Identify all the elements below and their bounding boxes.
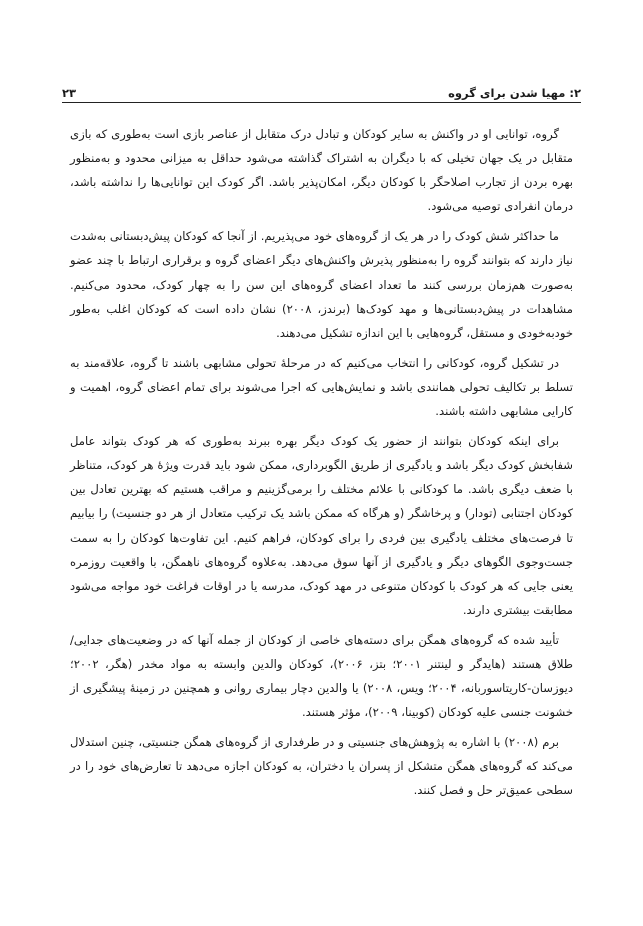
paragraph: گروه، توانایی او در واکنش به سایر کودکان و تبادل درک متقابل از عناصر بازی است به‌طوری که بازی متقابل در یک جهان تخیلی که با دیگران به اشتراک گذاشته می‌شود حداقل به میزانی محدود و به‌منظور بهره بردن از تجارب اصلاحگر با کودکان دیگر، امکان‌پذیر باشد. اگر کودک این توانایی‌ها را نداشته باشد، درمان انفرادی توصیه می‌شود. <box>70 127 573 214</box>
paragraph: ما حداکثر شش کودک را در هر یک از گروه‌های خود می‌پذیریم. از آنجا که کودکان پیش‌دبستانی به‌شدت نیاز دارند که بتوانند گروه را به‌منظور پذیرش واکنش‌های دیگر اعضای گروه و برقراری ارتباط با چند عضو به‌صورت هم‌زمان بررسی کنند ما تعداد اعضای گروه‌های این سن را به چهار کودک، محدود می‌کنیم. مشاهدات در پیش‌دبستانی‌ها و مهد کودک‌ها (برندز، ۲۰۰۸) نشان داده است که کودکان اغلب به‌طور خودبه‌خودی و مستقل، گروه‌هایی با این اندازه تشکیل می‌دهند. <box>70 229 573 340</box>
paragraph: در تشکیل گروه، کودکانی را انتخاب می‌کنیم که در مرحلهٔ تحولی مشابهی باشند تا گروه، علاقه‌مند به تسلط بر تکالیف تحولی همانندی باشد و نمایش‌هایی که اجرا می‌شوند برای تمام اعضای گروه، اهمیت و کارایی مشابهی داشته باشند. <box>70 355 573 419</box>
paragraph: برم (۲۰۰۸) با اشاره به پژوهش‌های جنسیتی و در طرفداری از گروه‌های همگن جنسیتی، چنین استدلال می‌کند که گروه‌های همگن متشکل از پسران یا دختران، به کودکان اجازه می‌دهد تا تعارض‌های خود را در سطحی عمیق‌تر حل و فصل کنند. <box>70 735 573 798</box>
paragraph: برای اینکه کودکان بتوانند از حضور یک کودک دیگر بهره ببرند به‌طوری که هر کودک بتواند عامل شفابخش کودک دیگر باشد و یادگیری از طریق الگوبرداری، ممکن شود باید قدرت ویژهٔ هر کودک، متناظر با ضعف دیگری باشد. ما کودکانی با علائم مختلف را برمی‌گزینیم و مراقب هستیم که بهترین تعادل بین کودکان اجتنابی (تودار) و پرخاشگر (و هرگاه که ممکن باشد یک ترکیب متعادل از هر دو جنسیت) را بیابیم تا فرصت‌های مختلف یادگیری بین فردی را برای کودکان، فراهم کنیم. این تفاوت‌ها کودکان را به سمت جست‌وجوی الگوهای دیگر و یادگیری از آنها سوق می‌دهد. به‌علاوه گروه‌های ناهمگن، با واقعیت روزمره یعنی جایی که هر کودک با کودکان متنوعی در مهد کودک، مدرسه یا در اوقات فراغت خود مواجه می‌شود مطابقت بیشتری دارند. <box>70 434 573 617</box>
header-divider <box>62 102 581 103</box>
chapter-title: ۲: مهیا شدن برای گروه <box>448 86 581 100</box>
running-header <box>62 80 581 100</box>
body-text <box>70 122 573 809</box>
paragraph: تأیید شده که گروه‌های همگن برای دسته‌های خاصی از کودکان از جمله آنها که در وضعیت‌های جدایی/طلاق هستند (هایدگر و لینتنر ۲۰۰۱؛ بتز، ۲۰۰۶)، کودکان والدین وابسته به مواد مخدر (هگر، ۲۰۰۲؛ دیوزسان-کاریتاسوربانه، ۲۰۰۴؛ ویس، ۲۰۰۸) یا والدین دچار بیماری روانی و همچنین در زمینهٔ پیشگیری از خشونت جنسی علیه کودکان (کوبینا، ۲۰۰۹)، مؤثر هستند. <box>70 632 574 720</box>
page-number: ۲۳ <box>62 86 77 100</box>
